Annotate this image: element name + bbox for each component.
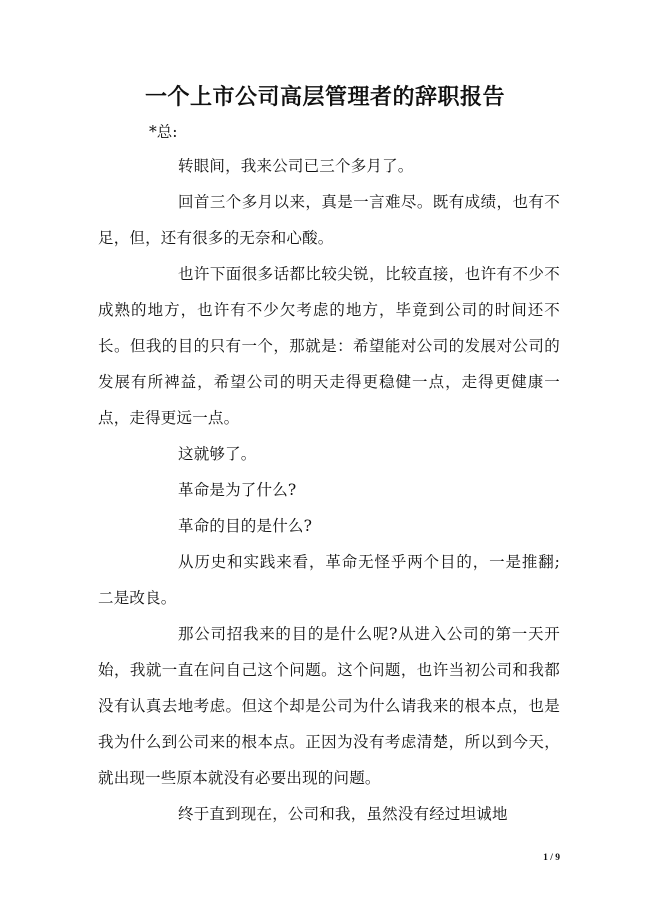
salutation: *总: bbox=[149, 123, 178, 141]
paragraph: 从历史和实践来看，革命无怪乎两个目的，一是推翻;二是改良。 bbox=[98, 553, 560, 607]
paragraph: 革命是为了什么? bbox=[178, 481, 297, 499]
paragraph: 这就够了。 bbox=[178, 445, 257, 463]
page-number: 1 / 9 bbox=[543, 853, 560, 863]
paragraph: 转眼间，我来公司已三个多月了。 bbox=[178, 157, 414, 175]
document-body bbox=[98, 148, 560, 832]
document-title: 一个上市公司高层管理者的辞职报告 bbox=[144, 84, 505, 110]
paragraph: 回首三个多月以来，真是一言难尽。既有成绩，也有不足，但，还有很多的无奈和心酸。 bbox=[98, 193, 560, 247]
paragraph: 那公司招我来的目的是什么呢?从进入公司的第一天开始，我就一直在问自己这个问题。这个问题，也许当初公司和我都没有认真去地考虑。但这个却是公司为什么请我来的根本点，也是我为什么到公司来的根本点。正因为没有考虑清楚，所以到今天，就出现一些原本就没有必要出现的问题。 bbox=[98, 625, 560, 787]
paragraph: 革命的目的是什么? bbox=[178, 517, 313, 535]
paragraph: 也许下面很多话都比较尖锐，比较直接，也许有不少不成熟的地方，也许有不少欠考虑的地方，毕竟到公司的时间还不长。但我的目的只有一个，那就是：希望能对公司的发展对公司的发展有所裨益，希望公司的明天走得更稳健一点，走得更健康一点，走得更远一点。 bbox=[98, 265, 560, 427]
paragraph: 终于直到现在，公司和我，虽然没有经过坦诚地 bbox=[178, 805, 508, 823]
